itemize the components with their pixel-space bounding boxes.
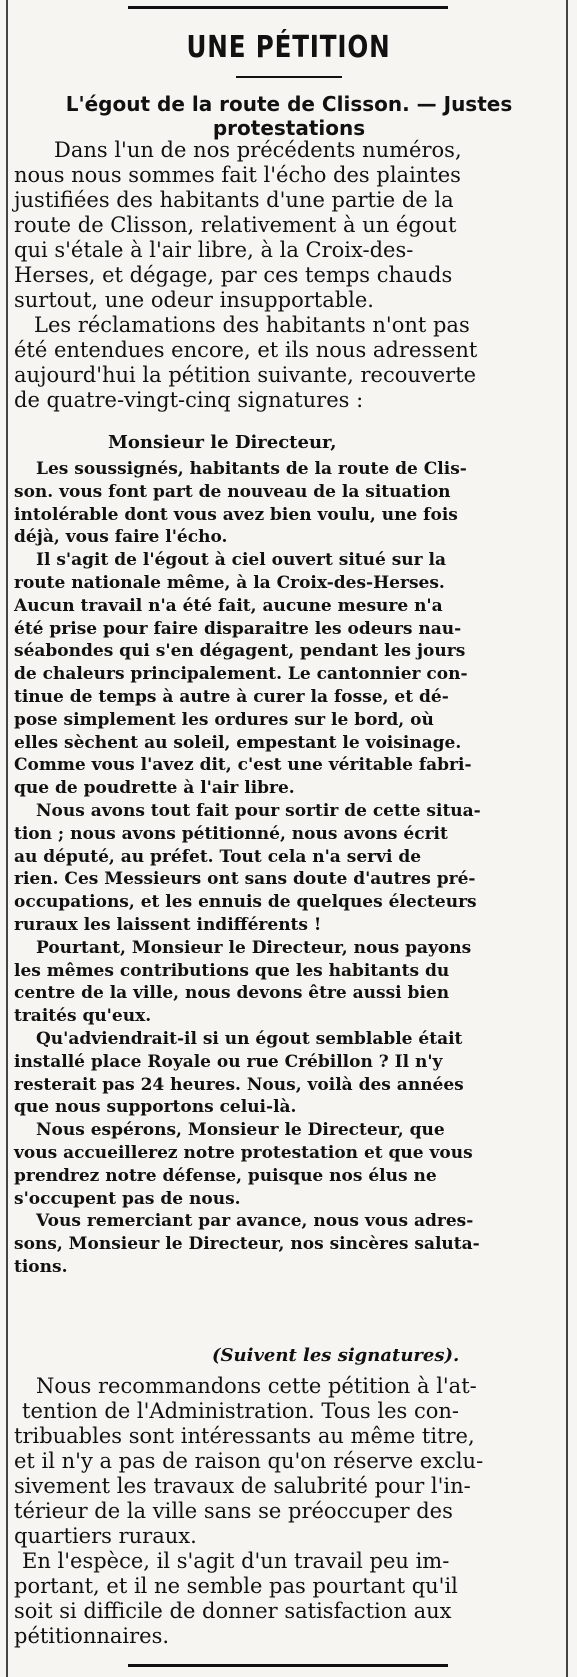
text-line: qui s'étale à l'air libre, à la Croix-des-: [14, 238, 414, 262]
text-line: justifiées des habitants d'une partie de la: [14, 188, 454, 212]
text-line: de quatre-vingt-cinq signatures :: [14, 388, 364, 412]
text-line: et il n'y a pas de raison qu'on réserve exclu-: [14, 1449, 484, 1473]
letter-line: de chaleurs principalement. Le cantonnier con-: [14, 664, 468, 685]
signatures-note: (Suivent les signatures).: [212, 1345, 460, 1366]
letter-line: été prise pour faire disparaitre les odeurs nau-: [14, 618, 462, 639]
text-line: soit si difficile de donner satisfaction aux: [14, 1599, 452, 1623]
text-line: aujourd'hui la pétition suivante, recouverte: [14, 363, 477, 387]
text-line: nous nous sommes fait l'écho des plaintes: [14, 163, 461, 187]
left-column-rule: [6, 0, 8, 1677]
text-line: Nous recommandons cette pétition à l'at-: [36, 1374, 477, 1398]
letter-line: son. vous font part de nouveau de la situation: [14, 481, 451, 502]
text-line: Dans l'un de nos précédents numéros,: [54, 138, 462, 162]
letter-line: prendrez notre défense, puisque nos élus ne: [14, 1165, 437, 1186]
title-underline: [236, 76, 342, 78]
closing-paragraphs: [14, 1374, 564, 1649]
subtitle-line: protestations: [212, 116, 366, 140]
letter-line: Pourtant, Monsieur le Directeur, nous payons: [36, 937, 472, 958]
text-line: Les réclamations des habitants n'ont pas: [34, 313, 470, 337]
letter-line: s'occupent pas de nous.: [14, 1188, 241, 1209]
letter-line: ruraux les laissent indifférents !: [14, 914, 322, 935]
text-line: quartiers ruraux.: [14, 1524, 197, 1548]
letter-line: les mêmes contributions que les habitants du: [14, 960, 450, 981]
bottom-divider: [128, 1664, 448, 1667]
letter-line: pose simplement les ordures sur le bord, où: [14, 709, 434, 730]
letter-line: tions.: [14, 1256, 68, 1277]
letter-line: installé place Royale ou rue Crébillon ? Il n'y: [14, 1051, 443, 1072]
letter-line: occupations, et les ennuis de quelques électeurs: [14, 892, 477, 913]
text-line: Herses, et dégage, par ces temps chauds: [14, 263, 453, 287]
letter-line: tinue de temps à autre à curer la fosse, et dé-: [14, 686, 449, 707]
right-column-rule: [566, 0, 568, 1677]
letter-line: au député, au préfet. Tout cela n'a servi de: [14, 846, 422, 867]
letter-line: que nous supportons celui-là.: [14, 1097, 297, 1118]
letter-line: intolérable dont vous avez bien voulu, une fois: [14, 504, 458, 525]
intro-paragraphs: [14, 138, 564, 413]
letter-line: rien. Ces Messieurs ont sans doute d'autres pré-: [14, 869, 476, 890]
letter-line: que de poudrette à l'air libre.: [14, 778, 295, 799]
text-line: sivement les travaux de salubrité pour l'in-: [14, 1474, 471, 1498]
letter-line: sons, Monsieur le Directeur, nos sincères saluta-: [14, 1234, 480, 1255]
letter-line: Comme vous l'avez dit, c'est une véritable fabri-: [14, 755, 472, 776]
letter-line: Il s'agit de l'égout à ciel ouvert situé sur la: [36, 550, 447, 571]
letter-line: Aucun travail n'a été fait, aucune mesure n'a: [14, 595, 443, 616]
letter-line: centre de la ville, nous devons être aussi bien: [14, 983, 450, 1004]
text-line: portant, et il ne semble pas pourtant qu'il: [14, 1574, 458, 1598]
letter-salutation: Monsieur le Directeur,: [108, 432, 337, 453]
text-line: surtout, une odeur insupportable.: [14, 288, 374, 312]
letter-line: Nous avons tout fait pour sortir de cette situa-: [36, 800, 481, 821]
text-line: route de Clisson, relativement à un égout: [14, 213, 457, 237]
letter-line: Qu'adviendrait-il si un égout semblable était: [36, 1028, 463, 1049]
text-line: tribuables sont intéressants au même titre,: [14, 1424, 475, 1448]
text-line: térieur de la ville sans se préoccuper des: [14, 1499, 453, 1523]
letter-line: Les soussignés, habitants de la route de Clis-: [36, 459, 467, 479]
letter-line: vous accueillerez notre protestation et que vous: [14, 1142, 473, 1163]
text-line: tention de l'Administration. Tous les con-: [22, 1399, 459, 1423]
letter-line: Nous espérons, Monsieur le Directeur, que: [36, 1120, 445, 1141]
letter-line: séabondes qui s'en dégagent, pendant les jours: [14, 641, 466, 662]
text-line: pétitionnaires.: [14, 1624, 170, 1648]
letter-line: elles sèchent au soleil, empestant le voisinage.: [14, 732, 462, 753]
top-divider: [128, 6, 448, 9]
letter-line: déjà, vous faire l'écho.: [14, 527, 228, 548]
petition-letter: [14, 458, 564, 1279]
letter-line: route nationale même, à la Croix-des-Herses.: [14, 572, 445, 593]
text-line: été entendues encore, et ils nous adressent: [14, 338, 478, 362]
letter-line: Vous remerciant par avance, nous vous adres-: [36, 1211, 474, 1232]
letter-line: tion ; nous avons pétitionné, nous avons écrit: [14, 823, 448, 844]
letter-line: traités qu'eux.: [14, 1006, 152, 1027]
text-line: En l'espèce, il s'agit d'un travail peu im-: [22, 1549, 450, 1573]
subtitle-line: L'égout de la route de Clisson. — Justes: [65, 92, 513, 116]
article-title: UNE PÉTITION: [186, 30, 391, 65]
letter-line: resterait pas 24 heures. Nous, voilà des années: [14, 1074, 464, 1095]
article-subtitle: [14, 92, 564, 140]
